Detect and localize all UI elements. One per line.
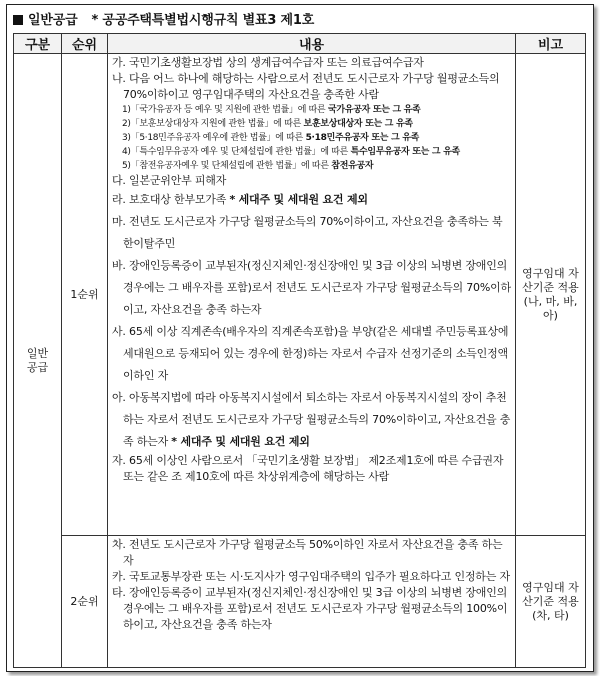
- item-ba: 바. 장애인등록증이 교부된자(정신지체인·정신장애인 및 3급 이상의 뇌병변 장애인의 경우에는 그 배우자를 포함)로서 전년도 도시근로자 가구당 월평균소득의 70%이하이고, 자산요건을 충족 하는자: [112, 259, 511, 316]
- category-cell: [14, 54, 62, 668]
- sub-item: 1)「국가유공자 등 예우 및 지원에 관한 법률」에 따른 국가유공자 또는 그 유족: [122, 105, 421, 115]
- rank2-note-cell: [516, 536, 586, 668]
- sub-item: 5)「참전유공자예우 및 단체설립에 관한 법률」에 따른 참전유공자: [122, 161, 374, 171]
- table-row: [14, 54, 586, 536]
- item-ka: 카. 국토교통부장관 또는 시·도지사가 영구임대주택의 입주가 필요하다고 인정하는 자: [112, 570, 510, 583]
- sub-item: 2)「보훈보상대상자 지원에 관한 법률」에 따른 보훈보상대상자 또는 그 유족: [122, 119, 413, 129]
- rank1-note-cell: [516, 54, 586, 536]
- item-ga: 가. 국민기초생활보장법 상의 생계급여수급자 또는 의료급여수급자: [112, 56, 424, 69]
- rank1-content-cell: [108, 54, 516, 536]
- legal-reference: * 공공주택특별법시행규칙 별표3 제1호: [91, 13, 315, 28]
- table-header-row: [14, 34, 586, 54]
- rank2-note: 영구임대 자산기준 적용 (차, 타): [522, 580, 579, 622]
- header-type: 구분: [14, 34, 62, 54]
- category-label: 일반공급: [26, 346, 49, 374]
- item-cha: 차. 전년도 도시근로자 가구당 월평균소득 50%이하인 자로서 자산요건을 충족 하는자: [112, 538, 503, 567]
- square-bullet-icon: [13, 15, 23, 25]
- item-ta: 타. 장애인등록증이 교부된자(정신지체인·정신장애인 및 3급 이상의 뇌병변 장애인의 경우에는 그 배우자를 포함)로서 전년도 도시근로자 가구당 월평균소득의 100%이하이고, 자산요건을 충족 하는자: [112, 586, 508, 631]
- item-ra: 라. 보호대상 한부모가족 * 세대주 및 세대원 요건 제외: [112, 193, 368, 206]
- header-content: 내용: [108, 34, 516, 54]
- rank2-content-cell: [108, 536, 516, 668]
- header-rank: 순위: [62, 34, 108, 54]
- rank1-cell: [62, 54, 108, 536]
- rank2-label: 2순위: [70, 594, 99, 608]
- eligibility-table: [13, 33, 586, 668]
- rank1-note: 영구임대 자산기준 적용 (나, 마, 바, 아): [522, 266, 579, 322]
- item-sa: 사. 65세 이상 직계존속(배우자의 직계존속포함)을 부양(같은 세대별 주민등록표상에 세대원으로 등재되어 있는 경우에 한정)하는 자로서 수급자 선정기준의 소득인정액 이하인 자: [112, 325, 509, 382]
- sub-item: 3)「5·18민주유공자 예우에 관한 법률」에 따른 5·18민주유공자 또는 그 유족: [122, 133, 420, 143]
- sub-item: 4)「특수임무유공자 예우 및 단체설립에 관한 법률」에 따른 특수임무유공자 또는 그 유족: [122, 147, 460, 157]
- item-ja: 자. 65세 이상인 사람으로서 「국민기초생활 보장법」 제2조제1호에 따른 수급권자 또는 같은 조 제10호에 따른 차상위계층에 해당하는 사람: [112, 454, 504, 483]
- rank1-label: 1순위: [70, 287, 99, 301]
- section-title: 일반공급: [28, 13, 78, 28]
- item-ma: 마. 전년도 도시근로자 가구당 월평균소득의 70%이하이고, 자산요건을 충족하는 북한이탈주민: [112, 215, 503, 250]
- item-da: 다. 일본군위안부 피해자: [112, 174, 227, 187]
- section-heading: [13, 9, 314, 28]
- item-a: 아. 아동복지법에 따라 아동복지시설에서 퇴소하는 자로서 아동복지시설의 장이 추천하는 자로서 전년도 도시근로자 가구당 월평균소득의 70%이하이고, 자산요건을 충족 하는자 * 세대주 및 세대원 요건 제외: [112, 391, 511, 448]
- rank2-cell: [62, 536, 108, 668]
- item-na: 나. 다음 어느 하나에 해당하는 사람으로서 전년도 도시근로자 가구당 월평균소득의 70%이하이고 영구임대주택의 자산요건을 충족한 사람: [112, 72, 500, 101]
- table-row: [14, 536, 586, 668]
- document-frame: [6, 4, 594, 672]
- header-note: 비고: [516, 34, 586, 54]
